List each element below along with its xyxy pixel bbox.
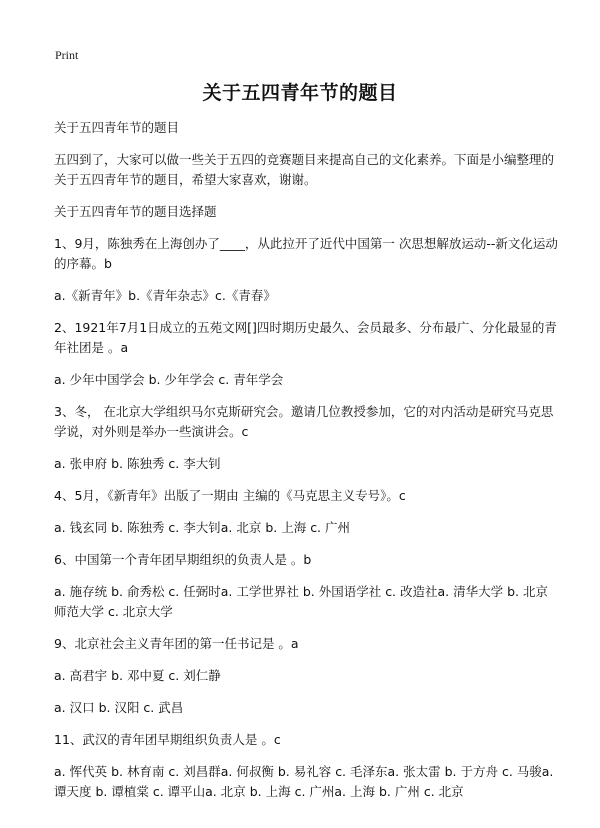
question-paragraph: 2、1921年7月1日成立的五苑文网[]四时期历史最久、会员最多、分布最广、分化最显的青年社团是 。a xyxy=(54,320,557,355)
subtitle-paragraph: 关于五四青年节的题目 xyxy=(54,120,180,135)
question-paragraph: 3、冬， 在北京大学组织马尔克斯研究会。邀请几位教授参加，它的对内活动是研究马克思学说，对外则是举办一些演讲会。c xyxy=(54,404,554,439)
options-paragraph: a. 高君宇 b. 邓中夏 c. 刘仁静 xyxy=(54,668,221,683)
options-paragraph: a. 恽代英 b. 林育南 c. 刘昌群a. 何叔衡 b. 易礼容 c. 毛泽东a. 张太雷 b. 于方舟 c. 马骏a. 谭天度 b. 谭植棠 c. 谭平山a. 北京 b. 上海 c. 广州a. 上海 b. 广州 c. 北京 xyxy=(54,764,554,799)
section-heading: 关于五四青年节的题目选择题 xyxy=(54,204,217,219)
question-paragraph: 6、中国第一个青年团早期组织的负责人是 。b xyxy=(54,552,312,567)
options-paragraph: a. 施存统 b. 俞秀松 c. 任弼时a. 工学世界社 b. 外国语学社 c. 改造社a. 清华大学 b. 北京师范大学 c. 北京大学 xyxy=(54,584,548,619)
options-paragraph: a.《新青年》b.《青年杂志》c.《青春》 xyxy=(54,288,276,303)
options-paragraph: a. 钱玄同 b. 陈独秀 c. 李大钊a. 北京 b. 上海 c. 广州 xyxy=(54,520,351,535)
document-body xyxy=(54,118,560,814)
intro-paragraph: 五四到了，大家可以做一些关于五四的竞赛题目来提高自己的文化素养。下面是小编整理的关于五四青年节的题目，希望大家喜欢，谢谢。 xyxy=(54,152,555,187)
options-paragraph: a. 张申府 b. 陈独秀 c. 李大钊 xyxy=(54,456,221,471)
print-label: Print xyxy=(55,48,79,62)
question-paragraph: 9、北京社会主义青年团的第一任书记是 。a xyxy=(54,636,299,651)
page-title: 关于五四青年节的题目 xyxy=(202,82,398,104)
question-paragraph: 1、9月，陈独秀在上海创办了____，从此拉开了近代中国第一 次思想解放运动--新文化运动的序幕。b xyxy=(54,236,558,271)
question-paragraph: 11、武汉的青年团早期组织负责人是 。c xyxy=(54,732,281,747)
options-paragraph: a. 汉口 b. 汉阳 c. 武昌 xyxy=(54,700,184,715)
question-paragraph: 4、5月，《新青年》出版了一期由 主编的《马克思主义专号》。c xyxy=(54,488,406,503)
options-paragraph: a. 少年中国学会 b. 少年学会 c. 青年学会 xyxy=(54,372,284,387)
